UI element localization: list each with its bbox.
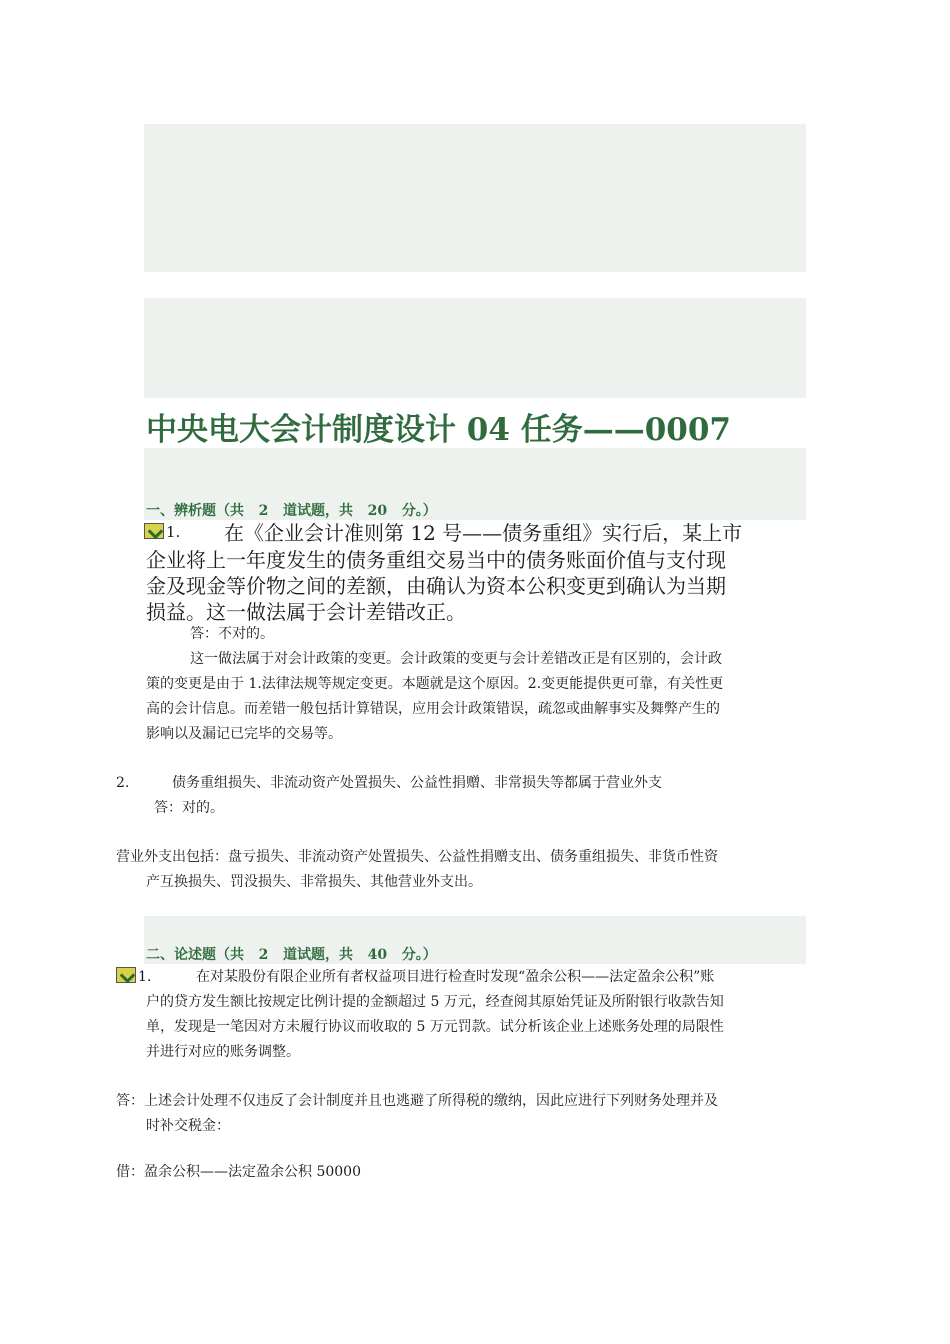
explanation-line: 策的变更是由于 1.法律法规等规定变更。本题就是这个原因。2.变更能提供更可靠，有关性更 <box>146 676 724 692</box>
page-title: 中央电大会计制度设计 04 任务——0007 <box>146 412 732 448</box>
question-line: 并进行对应的账务调整。 <box>146 1044 300 1060</box>
question-number: 1. <box>166 523 181 541</box>
explanation-line: 产互换损失、罚没损失、非常损失、其他营业外支出。 <box>146 874 482 890</box>
question-line: 单，发现是一笔因对方未履行协议而收取的 5 万元罚款。试分析该企业上述账务处理的局限性 <box>146 1019 724 1035</box>
question-number: 1. <box>138 969 152 985</box>
question-line: 损益。这一做法属于会计差错改正。 <box>146 600 466 624</box>
question-text: 债务重组损失、非流动资产处置损失、公益性捐赠、非常损失等都属于营业外支 <box>172 775 662 791</box>
section-2-heading: 二、论述题（共 2 道试题，共 40 分。） <box>146 947 437 963</box>
answer-line: 答：上述会计处理不仅违反了会计制度并且也逃避了所得税的缴纳，因此应进行下列财务处理并及 <box>116 1093 718 1109</box>
question-line: 企业将上一年度发生的债务重组交易当中的债务账面价值与支付现 <box>146 548 726 572</box>
check-icon[interactable] <box>116 967 136 983</box>
answer-line: 时补交税金： <box>146 1118 230 1134</box>
question-line: 户的贷方发生额比按规定比例计提的金额超过 5 万元，经查阅其原始凭证及所附银行收款告知 <box>146 994 724 1010</box>
explanation-line: 高的会计信息。而差错一般包括计算错误，应用会计政策错误，疏忽或曲解事实及舞弊产生的 <box>146 701 720 717</box>
question-line: 在对某股份有限企业所有者权益项目进行检查时发现“盈余公积——法定盈余公积”账 <box>196 969 715 985</box>
decorative-panel-1 <box>144 124 806 272</box>
question-number: 2. <box>116 775 130 791</box>
explanation-line: 营业外支出包括：盘亏损失、非流动资产处置损失、公益性捐赠支出、债务重组损失、非货币性资 <box>116 849 718 865</box>
question-line: 金及现金等价物之间的差额，由确认为资本公积变更到确认为当期 <box>146 574 726 598</box>
answer-text: 答：不对的。 <box>190 626 274 642</box>
explanation-line: 影响以及漏记已完毕的交易等。 <box>146 726 342 742</box>
explanation-line: 这一做法属于对会计政策的变更。会计政策的变更与会计差错改正是有区别的，会计政 <box>190 651 722 667</box>
check-icon[interactable] <box>144 523 164 539</box>
section-1-heading: 一、辨析题（共 2 道试题，共 20 分。） <box>146 503 437 519</box>
decorative-panel-2 <box>144 298 806 398</box>
journal-entry: 借：盈余公积——法定盈余公积 50000 <box>116 1164 361 1180</box>
answer-text: 答：对的。 <box>154 800 224 816</box>
question-line: 在《企业会计准则第 12 号——债务重组》实行后，某上市 <box>224 521 743 545</box>
